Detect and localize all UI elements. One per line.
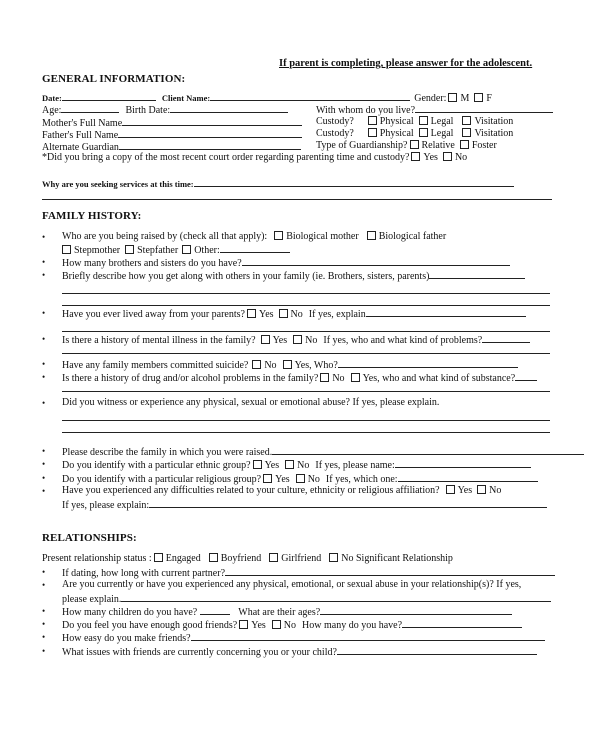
friends-yes-label: Yes (251, 620, 266, 631)
row-status (42, 553, 453, 565)
why-seeking-line-2[interactable] (42, 199, 552, 200)
legal-label-2: Legal (430, 128, 454, 139)
raised-by-label: Who are you being raised by (check all that apply): (62, 231, 268, 242)
abuse-label: Did you witness or experience any physical, sexual or emotional abuse? If yes, please explain. (62, 397, 440, 408)
rel-abuse-field[interactable] (121, 592, 551, 602)
mental-no-checkbox[interactable] (293, 335, 302, 344)
ethnic-name-field[interactable] (395, 458, 531, 468)
row-rel-abuse-2 (62, 592, 551, 606)
bullet: • (42, 257, 46, 267)
engaged-checkbox[interactable] (154, 553, 163, 562)
lived-away-no-label: No (290, 309, 303, 320)
why-seeking-label: Why are you seeking services at this time: (42, 179, 194, 189)
custody-label: Custody? (316, 116, 354, 127)
parent-note: If parent is completing, please answer for the adolescent. (279, 58, 533, 69)
culture-explain-field[interactable] (149, 498, 547, 508)
culture-no-label: No (489, 485, 502, 496)
no-sig-label: No Significant Relationship (341, 553, 453, 564)
custody2-visitation-checkbox[interactable] (462, 128, 471, 137)
bullet: • (42, 580, 46, 590)
row-guardianship (316, 140, 497, 152)
engaged-label: Engaged (165, 553, 201, 564)
drug-no-label: No (332, 373, 345, 384)
mental-who-label: If yes, who and what kind of problems? (323, 335, 483, 346)
court-yes-checkbox[interactable] (411, 152, 420, 161)
mental-line-2[interactable] (62, 353, 550, 354)
row-describe-family (62, 445, 584, 459)
lived-away-explain-label: If yes, explain (308, 309, 366, 320)
ethnic-yes-label: Yes (264, 460, 280, 471)
physical-label-2: Physical (379, 128, 414, 139)
describe-family-field[interactable] (272, 445, 584, 455)
stepfather-checkbox[interactable] (125, 245, 134, 254)
row-age (42, 103, 288, 117)
suicide-yes-checkbox[interactable] (283, 360, 292, 369)
bullet: • (42, 459, 46, 469)
abuse-line-1[interactable] (62, 420, 550, 421)
foster-label: Foster (471, 140, 497, 151)
client-name-label: Client Name: (161, 93, 211, 103)
age-label: Age: (42, 105, 62, 116)
how-many-label: How many do you have? (302, 620, 403, 631)
bullet: • (42, 334, 46, 344)
custody-legal-checkbox[interactable] (419, 116, 428, 125)
stepmother-label: Stepmother (74, 245, 121, 256)
children-field[interactable] (200, 605, 230, 615)
dating-label: If dating, how long with current partner? (62, 568, 226, 579)
no-sig-checkbox[interactable] (329, 553, 338, 562)
mothers-name-label: Mother's Full Name (42, 118, 123, 129)
ethnic-label: Do you identify with a particular ethnic group? (62, 460, 251, 471)
friends-yes-checkbox[interactable] (239, 620, 248, 629)
get-along-field[interactable] (429, 269, 525, 279)
row-friends-concern (62, 645, 537, 659)
gender-f-label: F (486, 93, 492, 104)
custody-physical-checkbox[interactable] (368, 116, 377, 125)
girlfriend-label: Girlfriend (281, 553, 322, 564)
mental-who-field[interactable] (482, 333, 530, 343)
bullet: • (42, 398, 46, 408)
fathers-name-field[interactable] (118, 128, 302, 138)
siblings-field[interactable] (242, 256, 510, 266)
family-heading: FAMILY HISTORY: (42, 210, 142, 222)
religious-no-checkbox[interactable] (296, 474, 305, 483)
bullet: • (42, 619, 46, 629)
bullet: • (42, 567, 46, 577)
describe-family-label: Please describe the family in which you were raised. (62, 447, 273, 458)
stepmother-checkbox[interactable] (62, 245, 71, 254)
row-with-whom (316, 103, 553, 117)
bio-mother-label: Biological mother (286, 231, 359, 242)
client-name-field[interactable] (210, 91, 410, 101)
bullet: • (42, 270, 46, 280)
mental-illness-label: Is there a history of mental illness in the family? (62, 335, 256, 346)
foster-checkbox[interactable] (460, 140, 469, 149)
bullet: • (42, 232, 46, 242)
birth-date-field[interactable] (170, 103, 288, 113)
row-culture-explain (62, 498, 547, 512)
culture-no-checkbox[interactable] (477, 485, 486, 494)
row-raised-by (62, 231, 446, 243)
mental-yes-checkbox[interactable] (261, 335, 270, 344)
ages-label: What are their ages? (238, 607, 321, 618)
drug-yes-checkbox[interactable] (351, 373, 360, 382)
row-rel-abuse (62, 579, 521, 591)
row-make-friends (62, 631, 545, 645)
make-friends-label: How easy do you make friends? (62, 633, 191, 644)
bio-mother-checkbox[interactable] (274, 231, 283, 240)
row-lived-away (62, 307, 526, 321)
gender-label: Gender: (414, 93, 447, 104)
friends-concern-field[interactable] (337, 645, 537, 655)
custody2-physical-checkbox[interactable] (368, 128, 377, 137)
religious-which-field[interactable] (398, 472, 538, 482)
lived-away-yes-label: Yes (258, 309, 274, 320)
court-no-checkbox[interactable] (443, 152, 452, 161)
religious-which-label: If yes, which one: (325, 474, 398, 485)
bio-father-checkbox[interactable] (367, 231, 376, 240)
legal-label: Legal (430, 116, 454, 127)
why-seeking-field[interactable] (194, 177, 514, 187)
visitation-label: Visitation (474, 116, 514, 127)
mental-no-label: No (305, 335, 318, 346)
row-dating (62, 566, 555, 580)
alt-guardian-field[interactable] (119, 140, 301, 150)
row-mental-illness (62, 333, 530, 347)
custody2-legal-checkbox[interactable] (419, 128, 428, 137)
row-drug-alcohol (62, 371, 537, 385)
get-along-line-3[interactable] (62, 305, 550, 306)
lived-away-label: Have you ever lived away from your parents? (62, 309, 245, 320)
drug-who-field[interactable] (515, 371, 537, 381)
custody-label-2: Custody? (316, 128, 354, 139)
row-good-friends (62, 618, 522, 632)
gender-m-label: M (460, 93, 470, 104)
religious-yes-label: Yes (275, 474, 290, 485)
friends-no-label: No (283, 620, 297, 631)
alt-guardian-label: Alternate Guardian (42, 142, 119, 153)
religious-no-label: No (307, 474, 320, 485)
ethnic-name-label: If yes, please name: (315, 460, 395, 471)
lived-away-no-checkbox[interactable] (279, 309, 288, 318)
other-checkbox[interactable] (182, 245, 191, 254)
age-field[interactable] (61, 103, 119, 113)
boyfriend-label: Boyfriend (220, 553, 262, 564)
ethnic-yes-checkbox[interactable] (253, 460, 262, 469)
bullet: • (42, 372, 46, 382)
suicide-no-checkbox[interactable] (252, 360, 261, 369)
culture-yes-checkbox[interactable] (446, 485, 455, 494)
suicide-no-label: No (264, 360, 277, 371)
row-step (62, 243, 290, 257)
ethnic-no-checkbox[interactable] (285, 460, 294, 469)
bullet: • (42, 308, 46, 318)
lived-away-line-2[interactable] (62, 331, 550, 332)
with-whom-label: With whom do you live? (316, 105, 416, 116)
mental-yes-label: Yes (272, 335, 288, 346)
drug-no-checkbox[interactable] (320, 373, 329, 382)
suicide-who-field[interactable] (338, 358, 518, 368)
suicide-who-label: Yes, Who? (294, 360, 338, 371)
relationships-heading: RELATIONSHIPS: (42, 532, 137, 544)
get-along-label: Briefly describe how you get along with others in your family (ie. Brothers, sisters, parents) (62, 271, 430, 282)
ages-field[interactable] (320, 605, 512, 615)
with-whom-field[interactable] (415, 103, 553, 113)
stepfather-label: Stepfather (137, 245, 179, 256)
row-siblings (62, 256, 510, 270)
date-label: Date: (42, 93, 62, 103)
suicide-label: Have any family members committed suicide? (62, 360, 249, 371)
friends-concern-label: What issues with friends are currently concerning you or your child? (62, 647, 337, 658)
bullet: • (42, 632, 46, 642)
court-no-label: No (454, 152, 468, 163)
how-many-field[interactable] (402, 618, 522, 628)
row-court-order (42, 152, 467, 164)
rel-abuse-label: Are you currently or have you experienced any physical, emotional, or sexual abuse in your relationship(s)? If yes, (62, 579, 522, 590)
drug-who-label: Yes, who and what kind of substance? (362, 373, 516, 384)
good-friends-label: Do you feel you have enough good friends? (62, 620, 238, 631)
bullet: • (42, 646, 46, 656)
row-suicide (62, 358, 518, 372)
bullet: • (42, 606, 46, 616)
other-label: Other: (194, 245, 220, 256)
dating-field[interactable] (225, 566, 555, 576)
status-label: Present relationship status : (42, 553, 152, 564)
birth-date-label: Birth Date: (125, 105, 171, 116)
row-get-along (62, 269, 525, 283)
row-custody-1 (316, 116, 513, 128)
gender-f-checkbox[interactable] (474, 93, 483, 102)
row-ethnic (62, 458, 531, 472)
drug-line-2[interactable] (62, 391, 550, 392)
rel-abuse-explain-label: please explain. (62, 594, 122, 605)
row-abuse (62, 397, 439, 409)
abuse-line-2[interactable] (62, 432, 550, 433)
type-guardianship-label: Type of Guardianship? (316, 140, 408, 151)
make-friends-field[interactable] (191, 631, 545, 641)
gender-m-checkbox[interactable] (448, 93, 457, 102)
bio-father-label: Biological father (378, 231, 447, 242)
get-along-line-2[interactable] (62, 293, 550, 294)
row-children (62, 605, 512, 619)
drug-alcohol-label: Is there a history of drug and/or alcohol problems in the family? (62, 373, 319, 384)
row-religious (62, 472, 538, 486)
row-culture (62, 485, 501, 497)
row-why-seeking (42, 177, 514, 191)
relative-checkbox[interactable] (410, 140, 419, 149)
religious-label: Do you identify with a particular religious group? (62, 474, 262, 485)
general-heading: GENERAL INFORMATION: (42, 73, 186, 85)
row-custody-2 (316, 128, 513, 140)
religious-yes-checkbox[interactable] (263, 474, 272, 483)
culture-yes-label: Yes (457, 485, 473, 496)
lived-away-yes-checkbox[interactable] (247, 309, 256, 318)
fathers-name-label: Father's Full Name (42, 130, 119, 141)
relative-label: Relative (421, 140, 455, 151)
culture-explain-label: If yes, please explain: (62, 500, 150, 511)
friends-no-checkbox[interactable] (272, 620, 281, 629)
custody-visitation-checkbox[interactable] (462, 116, 471, 125)
boyfriend-checkbox[interactable] (209, 553, 218, 562)
culture-label: Have you experienced any difficulties related to your culture, ethnicity or religious affiliation? (62, 485, 440, 496)
other-field[interactable] (220, 243, 290, 253)
bullet: • (42, 473, 46, 483)
bullet: • (42, 486, 46, 496)
court-yes-label: Yes (423, 152, 438, 163)
children-label: How many children do you have? (62, 607, 198, 618)
siblings-label: How many brothers and sisters do you have? (62, 258, 242, 269)
girlfriend-checkbox[interactable] (269, 553, 278, 562)
bullet: • (42, 446, 46, 456)
mothers-name-field[interactable] (122, 116, 302, 126)
lived-away-explain-field[interactable] (366, 307, 526, 317)
ethnic-no-label: No (297, 460, 310, 471)
visitation-label-2: Visitation (474, 128, 514, 139)
court-order-label: *Did you bring a copy of the most recent court order regarding parenting time and custody? (42, 152, 410, 163)
date-field[interactable] (62, 91, 156, 101)
bullet: • (42, 359, 46, 369)
physical-label: Physical (379, 116, 414, 127)
